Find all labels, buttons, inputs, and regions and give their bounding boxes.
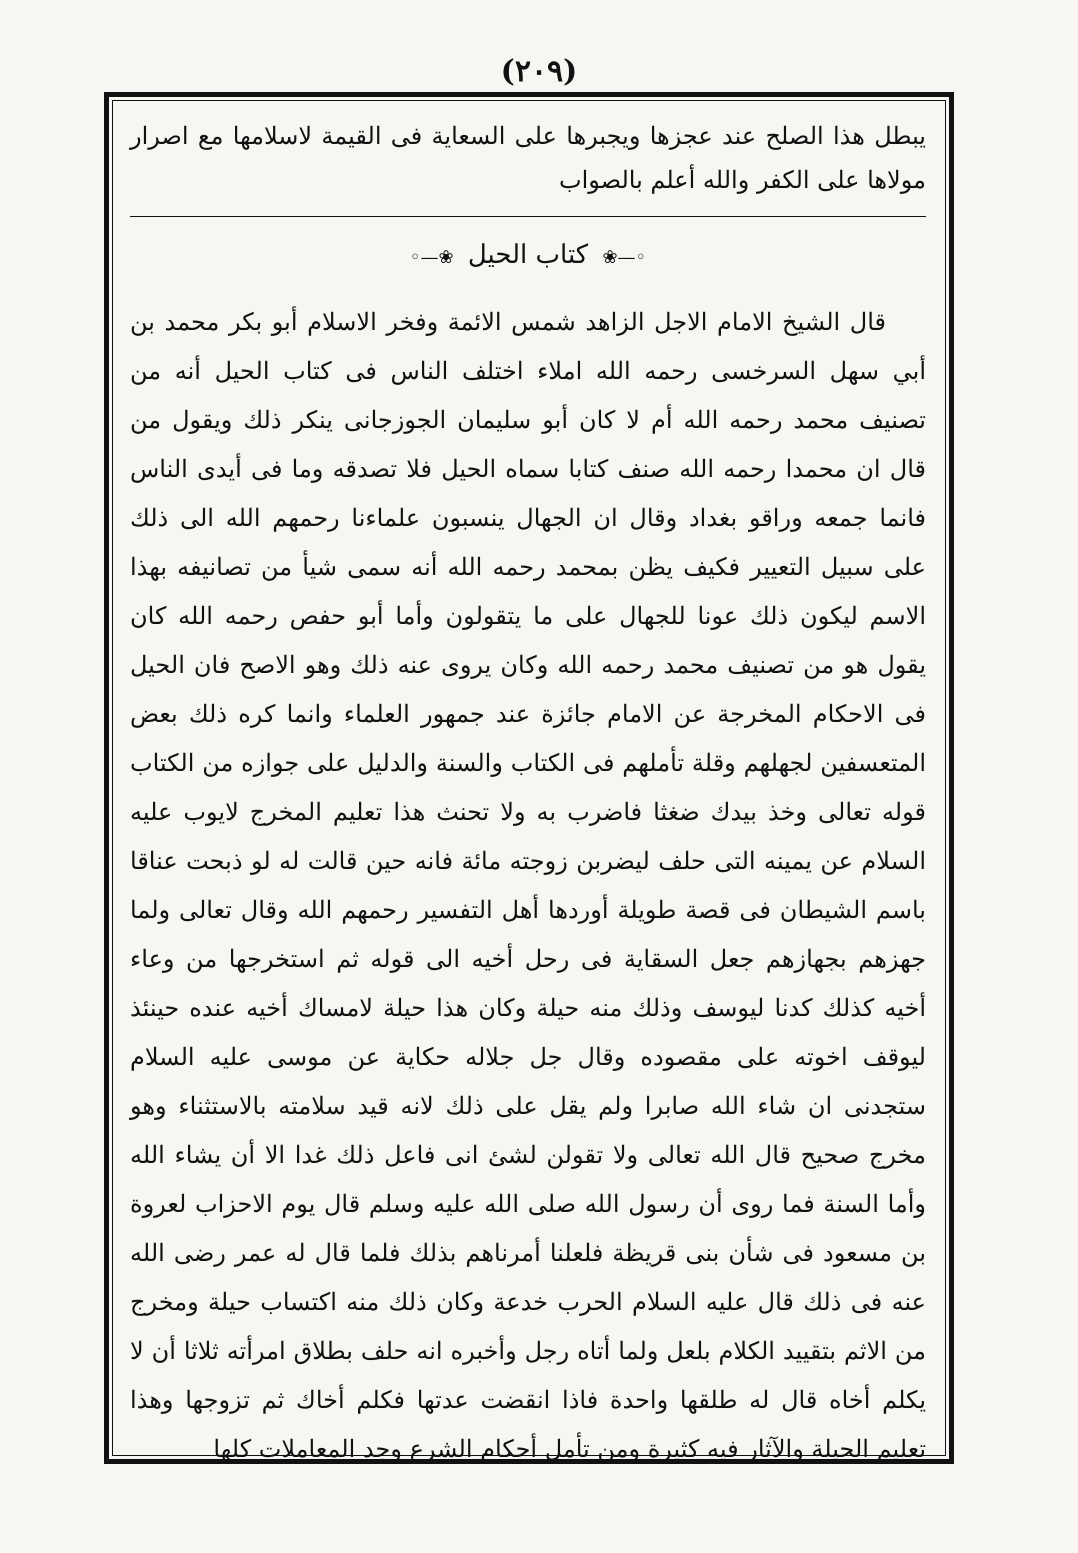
- heading-ornament-right: ◦—❀: [602, 247, 647, 268]
- page-content: [118, 106, 938, 1463]
- section-divider: [130, 216, 926, 217]
- heading-ornament-left: ❀—◦: [409, 247, 454, 268]
- chapter-heading: [130, 237, 926, 276]
- chapter-title: كتاب الحيل: [467, 240, 589, 270]
- intro-section: [130, 114, 926, 202]
- body-section: [130, 298, 926, 1474]
- body-paragraph: قال الشيخ الامام الاجل الزاهد شمس الائمة وفخر الاسلام أبو بكر محمد بن أبي سهل السرخسى رحمه الله املاء اختلف الناس فى كتاب الحيل أنه من تصنيف محمد رحمه الله أم لا كان أبو سليمان الجوزجانى ينكر ذلك ويقول من قال ان محمدا رحمه الله صنف كتابا سماه الحيل فلا تصدقه وما فى أيدى الناس فانما جمعه وراقو بغداد وقال ان الجهال ينسبون علماءنا رحمهم الله الى ذلك على سبيل التعيير فكيف يظن بمحمد رحمه الله أنه سمى شيأ من تصانيفه بهذا الاسم ليكون ذلك عونا للجهال على ما يتقولون وأما أبو حفص رحمه الله كان يقول هو من تصنيف محمد رحمه الله وكان يروى عنه ذلك وهو الاصح فان الحيل فى الاحكام المخرجة عن الامام جائزة عند جمهور العلماء وانما كره ذلك بعض المتعسفين لجهلهم وقلة تأملهم فى الكتاب والسنة والدليل على جوازه من الكتاب قوله تعالى وخذ بيدك ضغثا فاضرب به ولا تحنث هذا تعليم المخرج لايوب عليه السلام عن يمينه التى حلف ليضربن زوجته مائة فانه حين قالت له لو ذبحت عناقا باسم الشيطان فى قصة طويلة أوردها أهل التفسير رحمهم الله وقال تعالى ولما جهزهم بجهازهم جعل السقاية فى رحل أخيه الى قوله ثم استخرجها من وعاء أخيه كذلك كدنا ليوسف وذلك منه حيلة وكان هذا حيلة لامساك أخيه عنده حينئذ ليوقف اخوته على مقصوده وقال جل جلاله حكاية عن موسى عليه السلام ستجدنى ان شاء الله صابرا ولم يقل على ذلك لانه قيد سلامته بالاستثناء وهو مخرج صحيح قال الله تعالى ولا تقولن لشئ انى فاعل ذلك غدا الا أن يشاء الله وأما السنة فما روى أن رسول الله صلى الله عليه وسلم قال يوم الاحزاب لعروة بن مسعود فى شأن بنى قريظة فلعلنا أمرناهم بذلك فلما قال له عمر رضى الله عنه فى ذلك قال عليه السلام الحرب خدعة وكان ذلك منه اكتساب حيلة ومخرج من الاثم بتقييد الكلام بلعل ولما أتاه رجل وأخبره انه حلف بطلاق امرأته ثلاثا أن لا يكلم أخاه قال له طلقها واحدة فاذا انقضت عدتها فكلم أخاك ثم تزوجها وهذا تعليم الحيلة والآثار فيه كثيرة ومن تأمل أحكام الشرع وجد المعاملات كلها: [130, 308, 926, 1463]
- intro-paragraph: يبطل هذا الصلح عند عجزها ويجبرها على السعاية فى القيمة لاسلامها مع اصرار مولاها على الكفر والله أعلم بالصواب: [130, 122, 926, 194]
- page-number: (۲۰۹): [500, 54, 578, 89]
